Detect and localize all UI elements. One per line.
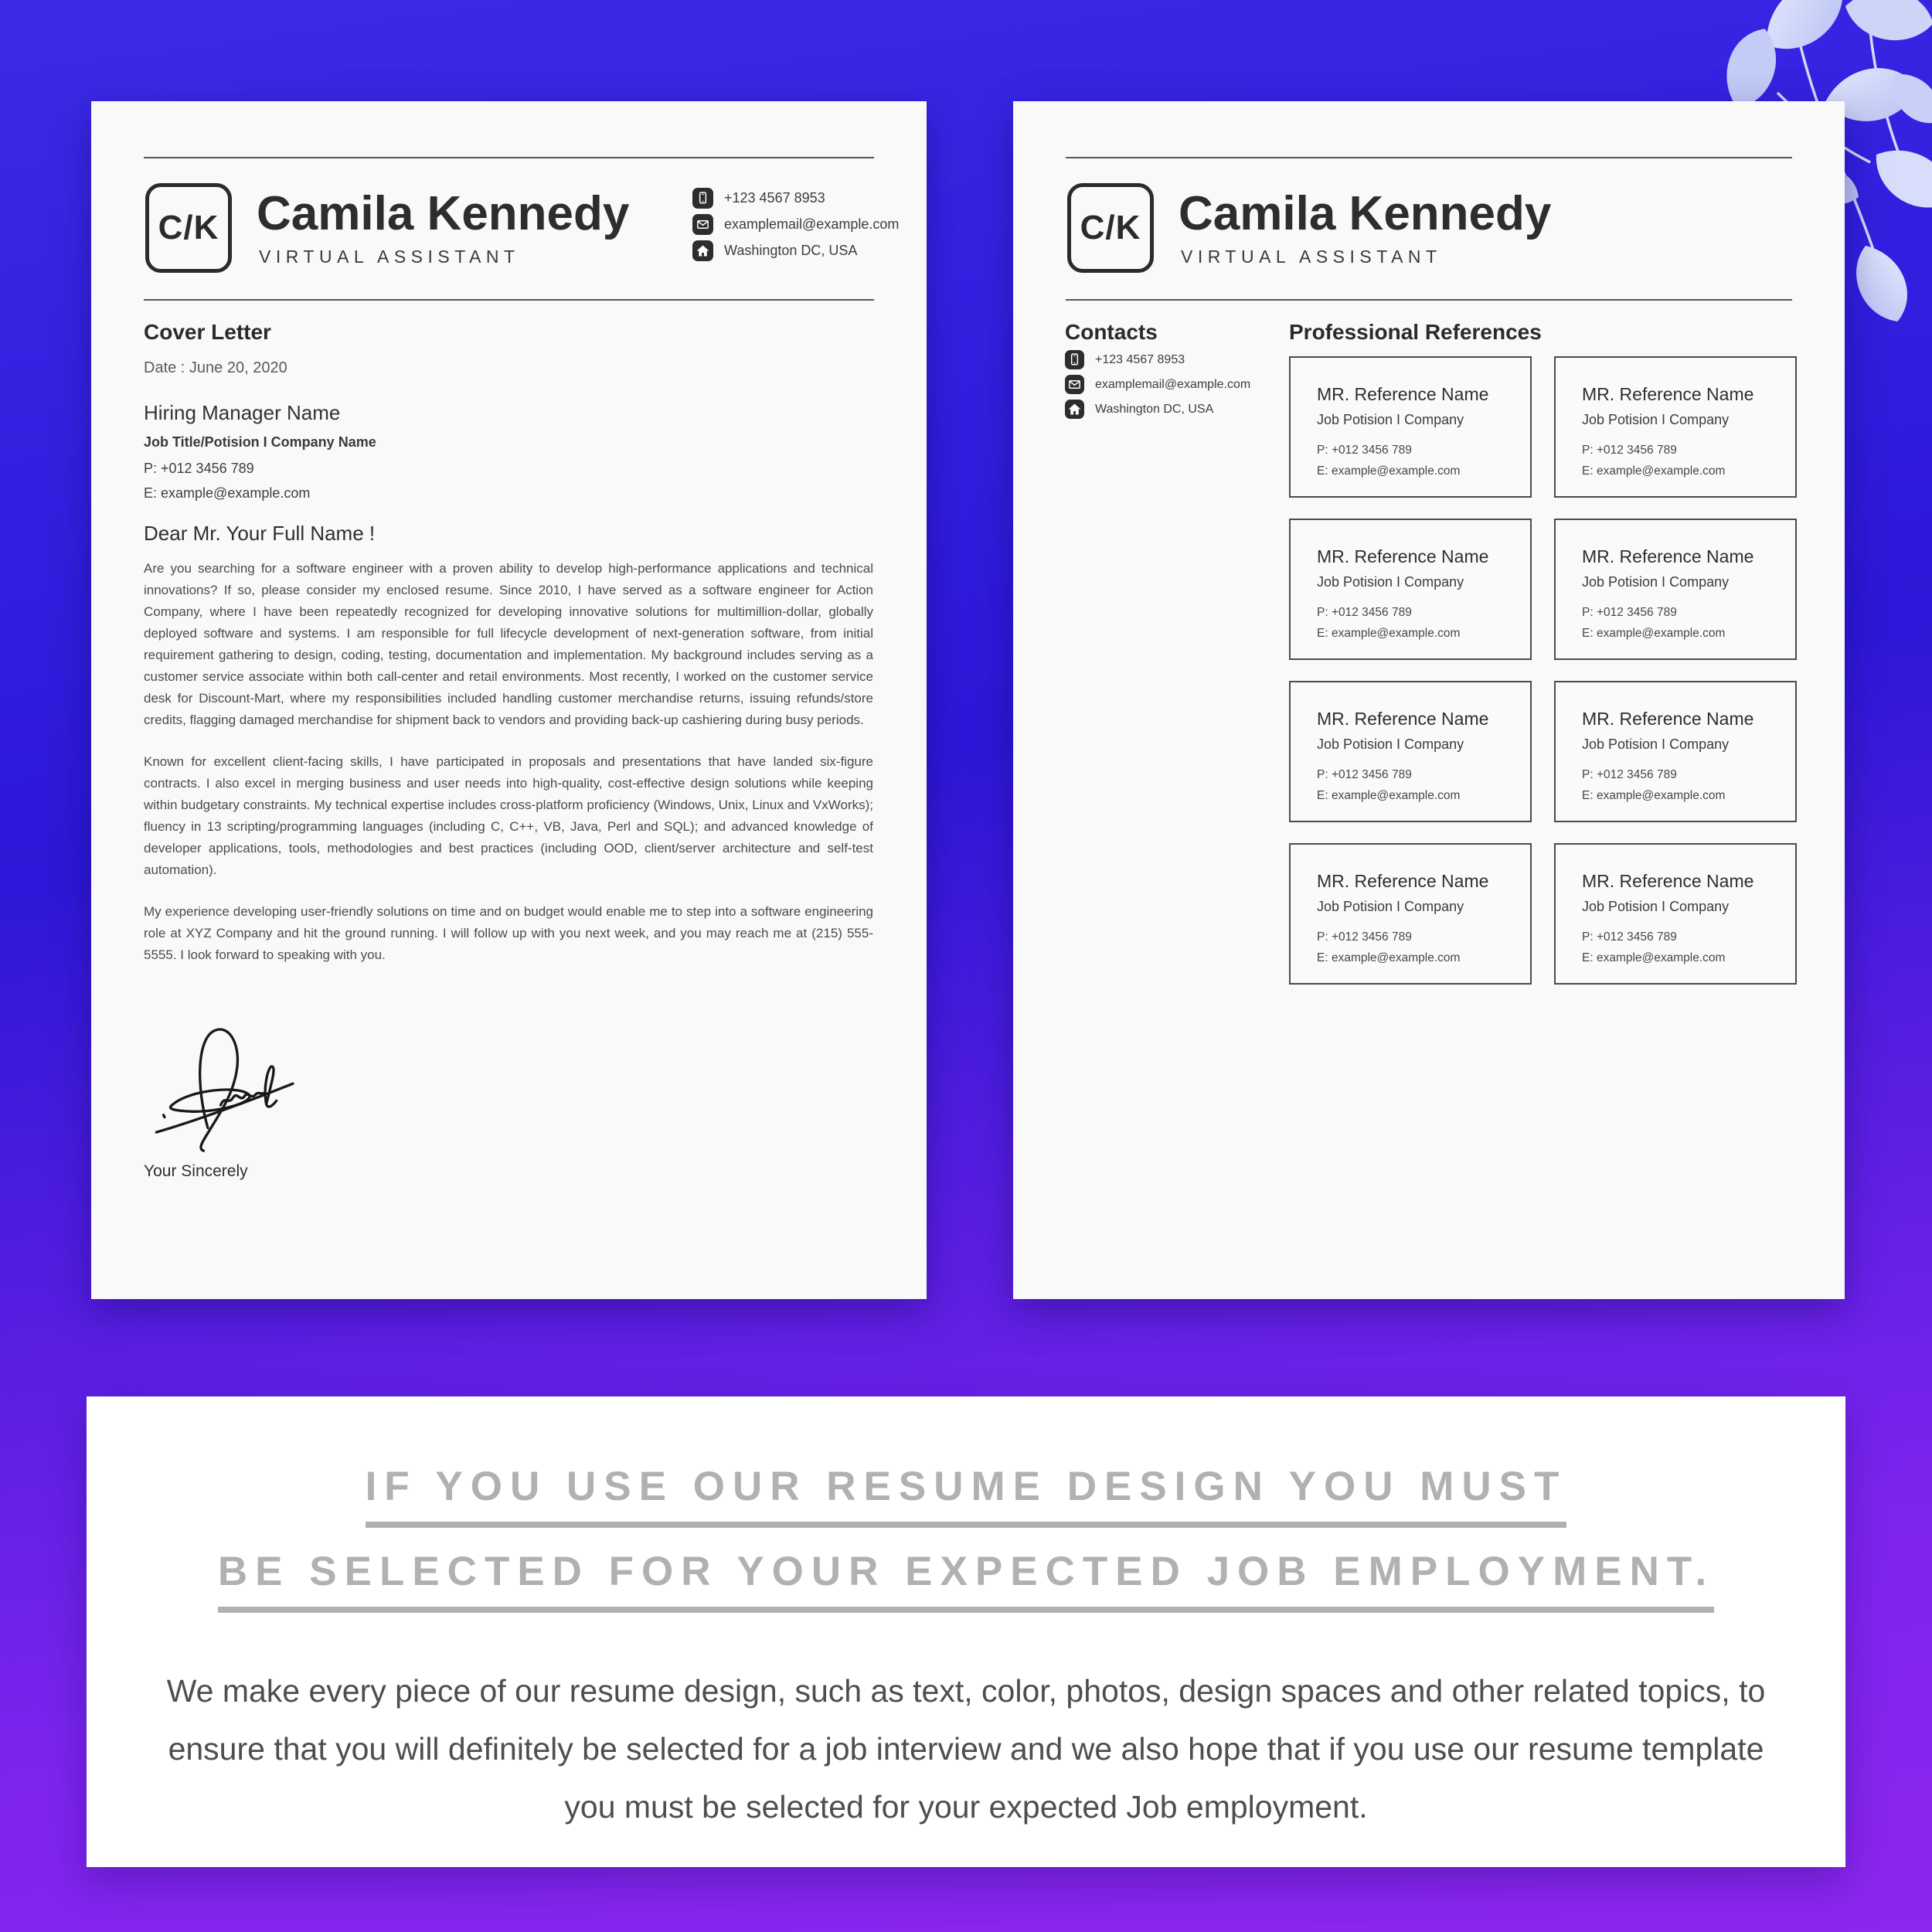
- contact-row-phone: [692, 188, 899, 209]
- contact-address-text: Washington DC, USA: [1095, 402, 1214, 416]
- reference-name: MR. Reference Name: [1317, 871, 1489, 891]
- reference-card: [1554, 843, 1797, 985]
- headline-line-2: BE SELECTED FOR YOUR EXPECTED JOB EMPLOYMENT.: [218, 1548, 1714, 1613]
- contacts-list: [1065, 350, 1250, 419]
- contact-row-phone: [1065, 350, 1250, 369]
- reference-job: Job Potision I Company: [1317, 899, 1464, 914]
- reference-phone: P: +012 3456 789: [1317, 444, 1412, 457]
- header-top-rule: [1066, 157, 1792, 158]
- reference-job: Job Potision I Company: [1582, 574, 1730, 590]
- recipient-job: Job Title/Potision I Company Name: [144, 434, 376, 450]
- references-grid: [1289, 356, 1797, 985]
- monogram-logo: [145, 183, 232, 273]
- letter-paragraph-1: Are you searching for a software engineer with a proven ability to develop high-performance applications and technical innovations? If so, please consider my enclosed resume. Since 2010, I have served as a software engineer for Action Company, where I have been repeatedly recognized for developing innovative solutions for multimillion-dollar, globally deployed software and systems. I am responsible for full lifecycle development of next-generation software, from initial requirement gathering to design, coding, testing, documentation and implementation. My background includes serving as a customer service associate within both call-center and retail environments. Most recently, I worked on the customer service desk for Discount-Mart, where my responsibilities included handling customer merchandise returns, issuing refunds/store credits, flagging damaged merchandise for shipment back to vendors and providing back-up cashiering during busy periods.: [144, 561, 873, 727]
- monogram-text: C/K: [1080, 209, 1141, 247]
- person-role: VIRTUAL ASSISTANT: [1181, 247, 1442, 267]
- reference-job: Job Potision I Company: [1582, 736, 1730, 752]
- reference-job: Job Potision I Company: [1317, 412, 1464, 427]
- reference-card: [1289, 356, 1532, 498]
- contact-email-text: examplemail@example.com: [1095, 377, 1251, 391]
- cover-letter-title: Cover Letter: [144, 320, 271, 344]
- headline-line-1: IF YOU USE OUR RESUME DESIGN YOU MUST: [366, 1463, 1567, 1528]
- professional-references-title: Professional References: [1289, 320, 1542, 344]
- reference-job: Job Potision I Company: [1317, 736, 1464, 752]
- contact-row-address: [1065, 400, 1250, 419]
- home-icon: [692, 240, 713, 261]
- reference-email: E: example@example.com: [1317, 951, 1461, 964]
- reference-phone: P: +012 3456 789: [1317, 930, 1412, 944]
- cover-letter-page: [91, 101, 927, 1299]
- reference-phone: P: +012 3456 789: [1582, 768, 1677, 781]
- letter-paragraph-2: Known for excellent client-facing skills, I have participated in proposals and presentations that have landed six-figure contracts. I also excel in merging business and user needs into high-quality, cost-effective design solutions while keeping within budgetary constraints. My technical expertise includes cross-platform proficiency (Windows, Unix, Linux and VxWorks); fluency in 13 scripting/programming languages (including C, C++, VB, Java, Perl and SQL); and advanced knowledge of developer applications, tools, methodologies and best practices (including OOD, client/server architecture and self-test automation).: [144, 754, 873, 877]
- signature-image: [139, 1009, 332, 1152]
- reference-email: E: example@example.com: [1317, 789, 1461, 802]
- reference-name: MR. Reference Name: [1582, 871, 1754, 891]
- recipient-phone: P: +012 3456 789: [144, 461, 254, 476]
- header-top-rule: [144, 157, 874, 158]
- home-icon: [1065, 400, 1084, 419]
- salutation: Dear Mr. Your Full Name !: [144, 522, 376, 545]
- reference-card: [1554, 519, 1797, 660]
- reference-email: E: example@example.com: [1582, 951, 1726, 964]
- letter-body: [144, 522, 873, 1181]
- email-icon: [692, 214, 713, 235]
- reference-email: E: example@example.com: [1317, 464, 1461, 478]
- header-bottom-rule: [144, 299, 874, 301]
- email-icon: [1065, 375, 1084, 394]
- monogram-text: C/K: [158, 209, 219, 247]
- phone-icon: [1065, 350, 1084, 369]
- date-line: Date : June 20, 2020: [144, 359, 287, 376]
- reference-job: Job Potision I Company: [1582, 412, 1730, 427]
- reference-name: MR. Reference Name: [1582, 709, 1754, 729]
- reference-phone: P: +012 3456 789: [1582, 930, 1677, 944]
- contacts-title: Contacts: [1065, 320, 1158, 344]
- reference-card: [1554, 681, 1797, 822]
- reference-email: E: example@example.com: [1582, 464, 1726, 478]
- reference-name: MR. Reference Name: [1317, 546, 1489, 566]
- references-page: [1013, 101, 1845, 1299]
- phone-icon: [692, 188, 713, 209]
- recipient-email: E: example@example.com: [144, 485, 311, 501]
- reference-job: Job Potision I Company: [1317, 574, 1464, 590]
- recipient-block: [144, 401, 376, 510]
- recipient-name: Hiring Manager Name: [144, 401, 341, 424]
- header-contact-list: [692, 188, 899, 261]
- contact-phone-text: +123 4567 8953: [1095, 352, 1185, 366]
- reference-job: Job Potision I Company: [1582, 899, 1730, 914]
- reference-card: [1554, 356, 1797, 498]
- monogram-logo: [1067, 183, 1154, 273]
- person-name: Camila Kennedy: [257, 187, 630, 240]
- reference-card: [1289, 519, 1532, 660]
- marketing-banner: [87, 1396, 1845, 1867]
- contact-row-address: [692, 240, 899, 261]
- reference-name: MR. Reference Name: [1582, 546, 1754, 566]
- reference-phone: P: +012 3456 789: [1582, 606, 1677, 619]
- header-bottom-rule: [1066, 299, 1792, 301]
- reference-card: [1289, 843, 1532, 985]
- reference-card: [1289, 681, 1532, 822]
- reference-name: MR. Reference Name: [1317, 709, 1489, 729]
- reference-email: E: example@example.com: [1317, 627, 1461, 640]
- person-role: VIRTUAL ASSISTANT: [259, 247, 520, 267]
- reference-email: E: example@example.com: [1582, 789, 1726, 802]
- contact-row-email: [692, 214, 899, 235]
- banner-body-text: We make every piece of our resume design, such as text, color, photos, design spaces and other related topics, to ensure that you will definitely be selected for a job interview and we also hope that if you use our resume template you must be selected for your expected Job employment.: [166, 1673, 1766, 1825]
- closing-text: Your Sincerely: [144, 1162, 248, 1180]
- reference-name: MR. Reference Name: [1582, 384, 1754, 404]
- banner-headline: [87, 1396, 1845, 1613]
- person-name: Camila Kennedy: [1179, 187, 1552, 240]
- contact-address-text: Washington DC, USA: [724, 243, 858, 258]
- reference-phone: P: +012 3456 789: [1317, 768, 1412, 781]
- reference-phone: P: +012 3456 789: [1317, 606, 1412, 619]
- reference-phone: P: +012 3456 789: [1582, 444, 1677, 457]
- contact-row-email: [1065, 375, 1250, 394]
- reference-name: MR. Reference Name: [1317, 384, 1489, 404]
- contact-email-text: examplemail@example.com: [724, 216, 900, 232]
- letter-paragraph-3: My experience developing user-friendly solutions on time and on budget would enable me to step into a software engineering role at XYZ Company and hit the ground running. I will follow up with you next week, and you may reach me at (215) 555-5555. I look forward to speaking with you.: [144, 904, 873, 962]
- contact-phone-text: +123 4567 8953: [724, 190, 825, 206]
- reference-email: E: example@example.com: [1582, 627, 1726, 640]
